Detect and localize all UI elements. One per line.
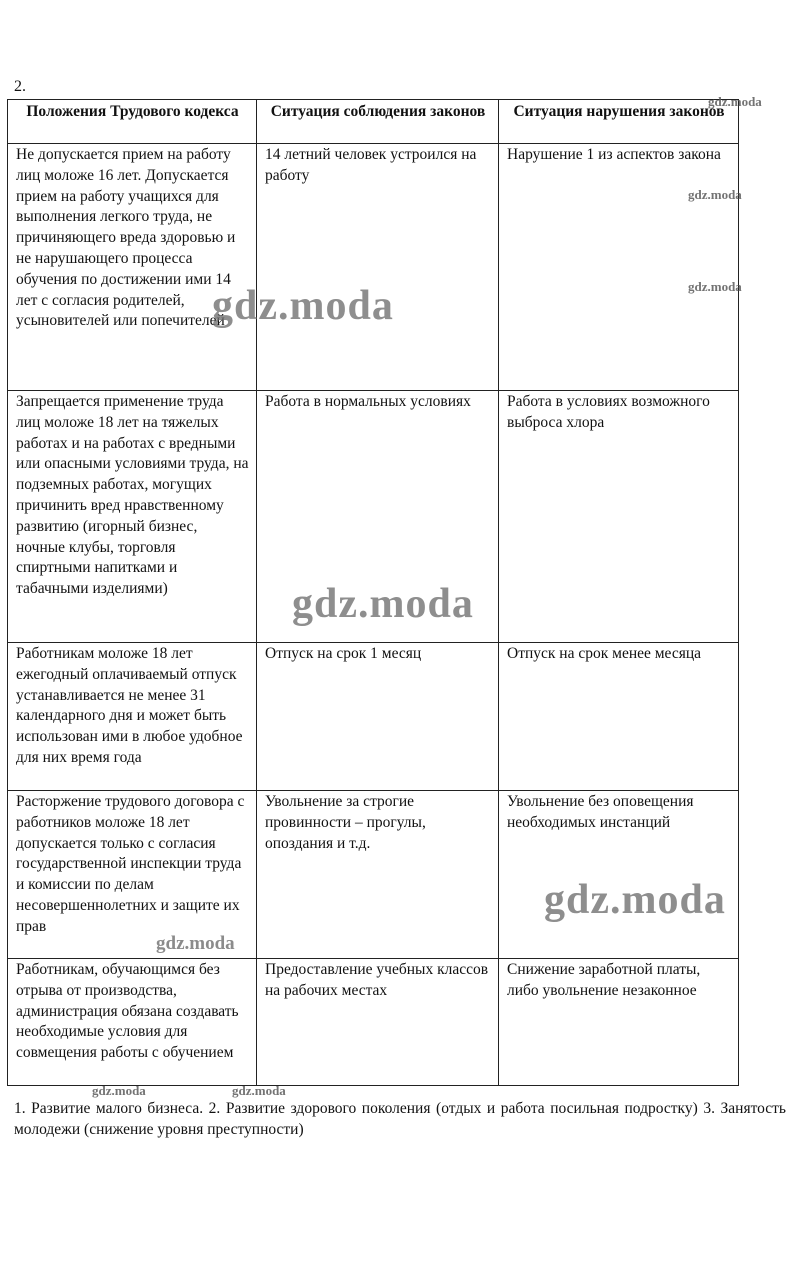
table-row (8, 144, 739, 391)
header-compliance: Ситуация соблюдения законов (257, 100, 499, 144)
cell-violation: Работа в условиях возможного выброса хлора (499, 391, 739, 643)
cell-provision: Работникам моложе 18 лет ежегодный оплачиваемый отпуск устанавливается не менее 31 календарного дня и может быть использован ими в любое удобное для них время года (8, 643, 257, 791)
cell-provision: Работникам, обучающимся без отрыва от производства, администрация обязана создавать необходимые условия для совмещения работы с обучением (8, 959, 257, 1086)
cell-compliance: Увольнение за строгие провинности – прогулы, опоздания и т.д. (257, 791, 499, 959)
table-row (8, 959, 739, 1086)
table-row (8, 791, 739, 959)
watermark: gdz.moda (92, 1083, 146, 1098)
watermark: gdz.moda (232, 1083, 286, 1098)
cell-provision: Не допускается прием на работу лиц моложе 16 лет. Допускается прием на работу учащихся для выполнения легкого труда, не причиняющего вреда здоровью и не нарушающего процесса обучения по достижении ими 14 лет с согласия родителей, усыновителей или попечителей (8, 144, 257, 391)
labor-code-table (7, 99, 739, 1086)
task-number: 2. (14, 78, 26, 95)
cell-compliance: Отпуск на срок 1 месяц (257, 643, 499, 791)
table-row (8, 643, 739, 791)
header-violation: Ситуация нарушения законов (499, 100, 739, 144)
footer-answer: 1. Развитие малого бизнеса. 2. Развитие здорового поколения (отдых и работа посильная подростку) 3. Занятость молодежи (снижение уровня преступности) (14, 1100, 786, 1138)
watermark: gdz.moda (708, 94, 762, 109)
cell-violation: Нарушение 1 из аспектов закона (499, 144, 739, 391)
table-row (8, 391, 739, 643)
watermark: gdz.moda (212, 283, 394, 329)
watermark: gdz.moda (156, 933, 235, 954)
cell-compliance: Работа в нормальных условиях (257, 391, 499, 643)
cell-compliance: Предоставление учебных классов на рабочих местах (257, 959, 499, 1086)
cell-provision: Запрещается применение труда лиц моложе 18 лет на тяжелых работах и на работах с вредными или опасными условиями труда, на подземных работах, могущих причинить вред нравственному развитию (игорный бизнес, ночные клубы, торговля спиртными напитками и табачными изделиями) (8, 391, 257, 643)
cell-violation: Увольнение без оповещения необходимых инстанций (499, 791, 739, 959)
cell-provision: Расторжение трудового договора с работников моложе 18 лет допускается только с согласия государственной инспекции труда и комиссии по делам несовершеннолетних и защите их прав (8, 791, 257, 959)
watermark: gdz.moda (688, 187, 742, 202)
cell-compliance: 14 летний человек устроился на работу (257, 144, 499, 391)
watermark: gdz.moda (688, 279, 742, 294)
cell-violation: Снижение заработной платы, либо увольнение незаконное (499, 959, 739, 1086)
cell-violation: Отпуск на срок менее месяца (499, 643, 739, 791)
watermark: gdz.moda (544, 877, 726, 923)
table-header-row (8, 100, 739, 144)
watermark: gdz.moda (292, 581, 474, 627)
header-labor-code: Положения Трудового кодекса (8, 100, 257, 144)
